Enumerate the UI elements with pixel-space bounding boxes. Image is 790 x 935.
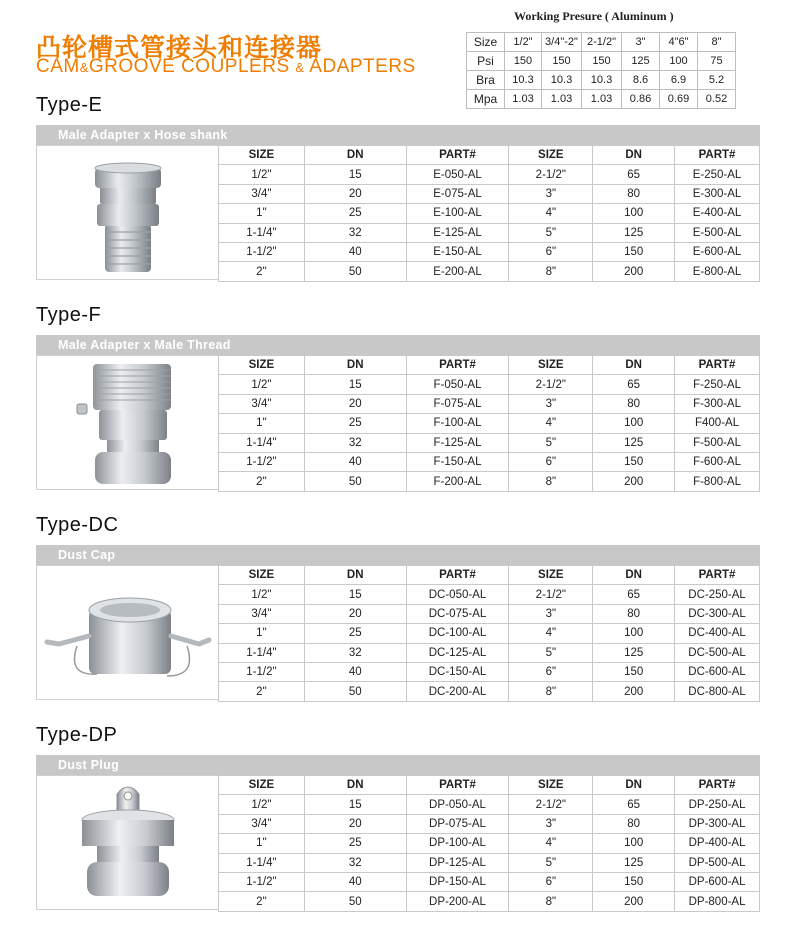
table-cell: 6" (509, 662, 593, 681)
table-row (219, 472, 760, 491)
table-row (219, 165, 760, 184)
working-pressure-row (467, 71, 736, 90)
table-cell: DC-100-AL (406, 624, 509, 643)
table-cell: DP-400-AL (675, 834, 760, 853)
table-cell: 2-1/2" (509, 585, 593, 604)
working-pressure-cell: 8" (698, 33, 736, 52)
table-cell: 80 (593, 814, 675, 833)
spec-header-row (219, 146, 760, 165)
working-pressure-cell: 1.03 (582, 90, 622, 109)
type-dp-spec-table (218, 775, 760, 912)
type-f-title: Type-F (36, 304, 102, 326)
table-cell: F-800-AL (675, 472, 760, 491)
working-pressure-row-label: Size (467, 33, 505, 52)
table-cell: E-150-AL (406, 242, 509, 261)
title-en-ampersand-1: & (79, 60, 89, 75)
table-cell: DP-300-AL (675, 814, 760, 833)
table-cell: F-200-AL (406, 472, 509, 491)
table-cell: 125 (593, 433, 675, 452)
table-cell: 100 (593, 624, 675, 643)
table-row (219, 585, 760, 604)
table-cell: E-600-AL (675, 242, 760, 261)
column-header: DN (304, 146, 406, 165)
table-cell: 6" (509, 872, 593, 891)
table-cell: 200 (593, 682, 675, 701)
table-cell: 15 (304, 165, 406, 184)
working-pressure-cell: 3/4"-2" (542, 33, 582, 52)
table-cell: 5" (509, 433, 593, 452)
table-cell: DC-075-AL (406, 604, 509, 623)
table-cell: 50 (304, 262, 406, 281)
table-cell: 6" (509, 452, 593, 471)
type-e-spec-table (218, 145, 760, 282)
table-cell: 15 (304, 795, 406, 814)
table-cell: 50 (304, 472, 406, 491)
column-header: SIZE (219, 776, 305, 795)
table-cell: 1-1/2" (219, 662, 305, 681)
table-cell: 40 (304, 242, 406, 261)
table-cell: 8" (509, 262, 593, 281)
table-cell: 65 (593, 795, 675, 814)
type-dp-title: Type-DP (36, 724, 118, 746)
table-cell: DP-075-AL (406, 814, 509, 833)
column-header: PART# (406, 566, 509, 585)
table-cell: 3/4" (219, 184, 305, 203)
table-cell: 5" (509, 223, 593, 242)
type-f-product-image (36, 355, 218, 490)
table-cell: E-800-AL (675, 262, 760, 281)
table-cell: DC-200-AL (406, 682, 509, 701)
type-f-description-bar: Male Adapter x Male Thread (36, 335, 760, 355)
table-cell: E-125-AL (406, 223, 509, 242)
column-header: PART# (675, 566, 760, 585)
table-cell: 125 (593, 223, 675, 242)
table-cell: 150 (593, 452, 675, 471)
column-header: DN (304, 776, 406, 795)
table-cell: 100 (593, 204, 675, 223)
working-pressure-cell: 150 (505, 52, 542, 71)
column-header: SIZE (219, 356, 305, 375)
type-dc-title: Type-DC (36, 514, 119, 536)
table-row (219, 795, 760, 814)
type-e-description-bar: Male Adapter x Hose shank (36, 125, 760, 145)
column-header: PART# (406, 776, 509, 795)
table-cell: 2-1/2" (509, 165, 593, 184)
table-cell: 150 (593, 872, 675, 891)
table-cell: F-150-AL (406, 452, 509, 471)
table-cell: 32 (304, 223, 406, 242)
table-cell: 50 (304, 892, 406, 911)
table-cell: 200 (593, 472, 675, 491)
working-pressure-cell: 75 (698, 52, 736, 71)
table-cell: 1-1/2" (219, 452, 305, 471)
type-dc-description-bar: Dust Cap (36, 545, 760, 565)
page-title-chinese: 凸轮槽式管接头和连接器 (36, 33, 323, 62)
table-cell: 15 (304, 375, 406, 394)
table-cell: 20 (304, 394, 406, 413)
table-cell: 2-1/2" (509, 375, 593, 394)
table-cell: 125 (593, 853, 675, 872)
working-pressure-cell: 0.52 (698, 90, 736, 109)
table-cell: 2-1/2" (509, 795, 593, 814)
type-e-product-image (36, 145, 218, 280)
table-row (219, 682, 760, 701)
table-cell: 2" (219, 892, 305, 911)
male-adapter-hose-shank-illustration (37, 146, 219, 281)
table-cell: 80 (593, 604, 675, 623)
table-row (219, 643, 760, 662)
type-dp-product-image (36, 775, 218, 910)
table-cell: 65 (593, 165, 675, 184)
working-pressure-cell: 150 (542, 52, 582, 71)
working-pressure-row (467, 33, 736, 52)
working-pressure-cell: 4"6" (660, 33, 698, 52)
column-header: SIZE (509, 776, 593, 795)
column-header: DN (304, 566, 406, 585)
table-row (219, 223, 760, 242)
table-cell: DC-125-AL (406, 643, 509, 662)
working-pressure-cell: 1.03 (542, 90, 582, 109)
table-cell: 1/2" (219, 585, 305, 604)
table-cell: 1/2" (219, 375, 305, 394)
table-cell: 1-1/4" (219, 853, 305, 872)
dust-plug-illustration (37, 776, 219, 911)
table-cell: 25 (304, 204, 406, 223)
table-cell: 5" (509, 853, 593, 872)
table-cell: 1" (219, 204, 305, 223)
table-cell: 1-1/2" (219, 872, 305, 891)
table-cell: F-075-AL (406, 394, 509, 413)
type-dc-product-image (36, 565, 218, 700)
table-cell: F-500-AL (675, 433, 760, 452)
column-header: DN (593, 146, 675, 165)
table-cell: 40 (304, 662, 406, 681)
table-cell: 150 (593, 662, 675, 681)
table-cell: 1-1/4" (219, 223, 305, 242)
table-cell: DP-200-AL (406, 892, 509, 911)
table-cell: 3" (509, 604, 593, 623)
table-cell: 8" (509, 892, 593, 911)
table-cell: 1-1/2" (219, 242, 305, 261)
type-dp-description-bar: Dust Plug (36, 755, 760, 775)
spec-header-row (219, 566, 760, 585)
table-cell: DP-600-AL (675, 872, 760, 891)
working-pressure-cell: 1/2" (505, 33, 542, 52)
table-cell: F-125-AL (406, 433, 509, 452)
table-cell: F-600-AL (675, 452, 760, 471)
table-row (219, 892, 760, 911)
working-pressure-cell: 100 (660, 52, 698, 71)
table-cell: DP-125-AL (406, 853, 509, 872)
table-cell: 25 (304, 834, 406, 853)
column-header: PART# (675, 776, 760, 795)
table-cell: 40 (304, 452, 406, 471)
table-cell: 3/4" (219, 394, 305, 413)
working-pressure-cell: 0.86 (622, 90, 660, 109)
dust-cap-illustration (37, 566, 219, 701)
table-cell: 200 (593, 262, 675, 281)
table-cell: 150 (593, 242, 675, 261)
working-pressure-cell: 150 (582, 52, 622, 71)
table-cell: 1" (219, 834, 305, 853)
table-cell: 2" (219, 262, 305, 281)
table-cell: DC-500-AL (675, 643, 760, 662)
column-header: PART# (406, 146, 509, 165)
table-cell: 4" (509, 624, 593, 643)
working-pressure-row-label: Bra (467, 71, 505, 90)
table-cell: 20 (304, 604, 406, 623)
working-pressure-row (467, 90, 736, 109)
table-cell: 40 (304, 872, 406, 891)
table-cell: F-300-AL (675, 394, 760, 413)
table-cell: 15 (304, 585, 406, 604)
table-cell: F-050-AL (406, 375, 509, 394)
table-cell: DP-150-AL (406, 872, 509, 891)
table-cell: 2" (219, 682, 305, 701)
table-row (219, 184, 760, 203)
title-en-adapters: ADAPTERS (304, 56, 416, 77)
table-cell: E-300-AL (675, 184, 760, 203)
table-row (219, 433, 760, 452)
working-pressure-cell: 8.6 (622, 71, 660, 90)
table-cell: 1" (219, 414, 305, 433)
table-cell: 200 (593, 892, 675, 911)
table-cell: 25 (304, 414, 406, 433)
table-cell: 125 (593, 643, 675, 662)
working-pressure-cell: 2-1/2" (582, 33, 622, 52)
table-row (219, 204, 760, 223)
table-cell: 1-1/4" (219, 433, 305, 452)
table-cell: 5" (509, 643, 593, 662)
table-row (219, 872, 760, 891)
table-row (219, 814, 760, 833)
table-cell: 100 (593, 414, 675, 433)
working-pressure-row-label: Mpa (467, 90, 505, 109)
table-cell: 3/4" (219, 604, 305, 623)
table-cell: 8" (509, 472, 593, 491)
table-cell: 32 (304, 643, 406, 662)
table-row (219, 394, 760, 413)
column-header: SIZE (219, 566, 305, 585)
table-cell: E-050-AL (406, 165, 509, 184)
table-cell: E-500-AL (675, 223, 760, 242)
table-cell: DC-600-AL (675, 662, 760, 681)
table-cell: 2" (219, 472, 305, 491)
table-cell: DP-800-AL (675, 892, 760, 911)
table-cell: F-250-AL (675, 375, 760, 394)
table-cell: DP-250-AL (675, 795, 760, 814)
table-cell: DC-800-AL (675, 682, 760, 701)
table-cell: DC-300-AL (675, 604, 760, 623)
table-cell: DC-400-AL (675, 624, 760, 643)
table-row (219, 262, 760, 281)
table-cell: 4" (509, 204, 593, 223)
table-cell: 50 (304, 682, 406, 701)
column-header: DN (593, 356, 675, 375)
column-header: SIZE (509, 356, 593, 375)
table-row (219, 604, 760, 623)
working-pressure-cell: 10.3 (582, 71, 622, 90)
table-cell: DC-150-AL (406, 662, 509, 681)
working-pressure-row-label: Psi (467, 52, 505, 71)
table-cell: DP-100-AL (406, 834, 509, 853)
table-cell: 8" (509, 682, 593, 701)
table-cell: 20 (304, 814, 406, 833)
table-cell: 4" (509, 834, 593, 853)
table-cell: DP-050-AL (406, 795, 509, 814)
table-cell: E-250-AL (675, 165, 760, 184)
column-header: PART# (406, 356, 509, 375)
title-en-groove: GROOVE COUPLERS (88, 56, 296, 77)
working-pressure-cell: 10.3 (542, 71, 582, 90)
working-pressure-row (467, 52, 736, 71)
table-cell: 32 (304, 853, 406, 872)
working-pressure-cell: 5.2 (698, 71, 736, 90)
working-pressure-cell: 10.3 (505, 71, 542, 90)
table-cell: 3" (509, 184, 593, 203)
male-adapter-male-thread-illustration (37, 356, 219, 491)
working-pressure-cell: 1.03 (505, 90, 542, 109)
table-cell: F400-AL (675, 414, 760, 433)
table-cell: 65 (593, 375, 675, 394)
table-cell: E-200-AL (406, 262, 509, 281)
table-cell: 3" (509, 814, 593, 833)
table-cell: F-100-AL (406, 414, 509, 433)
column-header: DN (593, 566, 675, 585)
table-cell: DP-500-AL (675, 853, 760, 872)
table-cell: 1/2" (219, 795, 305, 814)
working-pressure-table (466, 32, 736, 109)
column-header: PART# (675, 356, 760, 375)
spec-header-row (219, 776, 760, 795)
column-header: SIZE (509, 146, 593, 165)
type-e-title: Type-E (36, 94, 103, 116)
table-cell: DC-050-AL (406, 585, 509, 604)
working-pressure-cell: 125 (622, 52, 660, 71)
table-row (219, 662, 760, 681)
column-header: DN (593, 776, 675, 795)
table-row (219, 834, 760, 853)
table-cell: 1" (219, 624, 305, 643)
table-cell: 6" (509, 242, 593, 261)
table-cell: 1/2" (219, 165, 305, 184)
working-pressure-cell: 3" (622, 33, 660, 52)
type-dc-spec-table (218, 565, 760, 702)
table-cell: 4" (509, 414, 593, 433)
page-title-english (36, 56, 416, 78)
table-row (219, 414, 760, 433)
table-cell: E-075-AL (406, 184, 509, 203)
title-en-ampersand-2: & (295, 60, 305, 75)
table-cell: 3/4" (219, 814, 305, 833)
table-cell: 100 (593, 834, 675, 853)
working-pressure-cell: 6.9 (660, 71, 698, 90)
table-row (219, 242, 760, 261)
table-cell: 32 (304, 433, 406, 452)
spec-header-row (219, 356, 760, 375)
table-cell: 20 (304, 184, 406, 203)
table-cell: 80 (593, 184, 675, 203)
table-row (219, 452, 760, 471)
column-header: SIZE (219, 146, 305, 165)
table-cell: E-100-AL (406, 204, 509, 223)
working-pressure-title: Working Presure ( Aluminum ) (514, 9, 674, 23)
column-header: SIZE (509, 566, 593, 585)
table-row (219, 853, 760, 872)
table-cell: DC-250-AL (675, 585, 760, 604)
column-header: PART# (675, 146, 760, 165)
table-cell: 25 (304, 624, 406, 643)
table-row (219, 624, 760, 643)
type-f-spec-table (218, 355, 760, 492)
table-cell: 65 (593, 585, 675, 604)
working-pressure-cell: 0.69 (660, 90, 698, 109)
table-cell: 3" (509, 394, 593, 413)
column-header: DN (304, 356, 406, 375)
table-cell: 1-1/4" (219, 643, 305, 662)
title-en-cam: CAM (36, 56, 80, 77)
table-row (219, 375, 760, 394)
table-cell: 80 (593, 394, 675, 413)
table-cell: E-400-AL (675, 204, 760, 223)
